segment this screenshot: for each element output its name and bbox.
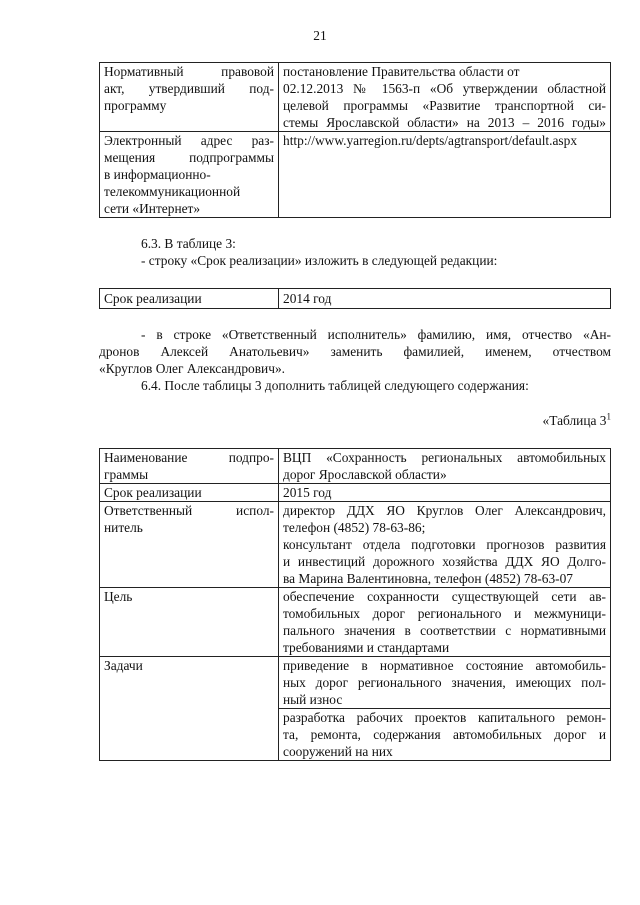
cell-line: целевой программы «Развитие транспортной си- — [283, 98, 606, 113]
cell-line: ВЦП «Сохранность региональных автомобильных — [283, 450, 606, 465]
legal-act-value — [279, 63, 611, 132]
cell-line: программу — [104, 98, 167, 113]
cell-line: ва Марина Валентиновна, телефон (4852) 78-63-07 — [283, 571, 574, 586]
goal-value — [279, 588, 611, 657]
cell-line: нитель — [104, 520, 143, 535]
cell-line: в информационно- — [104, 167, 211, 182]
text-line: 6.3. В таблице 3: — [141, 236, 236, 251]
cell-line: требованиями и стандартами — [283, 640, 450, 655]
cell-line: Электронный адрес раз- — [104, 133, 274, 148]
cell-line: приведение в нормативное состояние автомобиль- — [283, 658, 606, 673]
program-url-link[interactable]: http://www.yarregion.ru/depts/agtransport/default.aspx — [283, 133, 578, 148]
text-line: - в строке «Ответственный исполнитель» фамилию, имя, отчество «Ан- — [141, 327, 611, 342]
cell-line: Ответственный испол- — [104, 503, 274, 518]
cell-line: акт, утвердивший под- — [104, 81, 274, 96]
responsible-value — [279, 502, 611, 588]
cell-line: сооружений на них — [283, 744, 393, 759]
subprogram-name-label — [100, 449, 279, 484]
cell-line: пального значения в соответствии с нормативными — [283, 623, 606, 638]
text-line: - строку «Срок реализации» изложить в следующей редакции: — [141, 253, 498, 268]
cell-line: разработка рабочих проектов капитального ремон- — [283, 710, 606, 725]
term-value: 2015 год — [279, 484, 611, 502]
table-row — [100, 657, 611, 709]
subprogram-passport-table — [99, 448, 611, 761]
cell-line: сети «Интернет» — [104, 201, 201, 216]
text-line: дронов Алексей Анатольевич» заменить фамилией, именем, отчеством — [99, 344, 611, 359]
term-label: Срок реализации — [100, 289, 279, 309]
table-row — [100, 132, 611, 218]
page-number: 21 — [313, 28, 327, 43]
cell-line: директор ДДХ ЯО Круглов Олег Александрович, — [283, 503, 606, 518]
table-row — [100, 289, 611, 309]
cell-line: и инвестиций дорожного хозяйства ДДХ ЯО Долго- — [283, 554, 606, 569]
cell-line: ный износ — [283, 692, 343, 707]
cell-line: ных дорог регионального значения, имеющих пол- — [283, 675, 606, 690]
caption-text: «Таблица 3 — [542, 413, 607, 428]
web-address-value — [279, 132, 611, 218]
tasks-label: Задачи — [100, 657, 279, 761]
table-caption — [543, 412, 611, 429]
cell-line: Нормативный правовой — [104, 64, 274, 79]
cell-line: телефон (4852) 78-63-86; — [283, 520, 426, 535]
cell-line: та, ремонта, содержания автомобильных дорог и — [283, 727, 606, 742]
cell-line: обеспечение сохранности существующей сети ав- — [283, 589, 606, 604]
cell-line: постановление Правительства области от — [283, 64, 520, 79]
table-row — [100, 449, 611, 484]
table-row — [100, 588, 611, 657]
task-1-value — [279, 657, 611, 709]
cell-line: дорог Ярославской области» — [283, 467, 447, 482]
table-row — [100, 63, 611, 132]
term-table — [99, 288, 611, 309]
cell-line: телекоммуникационной — [104, 184, 241, 199]
cell-line: граммы — [104, 467, 149, 482]
cell-line: мещения подпрограммы — [104, 150, 274, 165]
term-value: 2014 год — [279, 289, 611, 309]
program-info-table — [99, 62, 611, 218]
cell-line: Наименование подпро- — [104, 450, 274, 465]
cell-line: томобильных дорог регионального и межмуници- — [283, 606, 606, 621]
goal-label: Цель — [100, 588, 279, 657]
text-line: 6.4. После таблицы 3 дополнить таблицей следующего содержания: — [141, 378, 529, 393]
table-row — [100, 484, 611, 502]
cell-line: стемы Ярославской области» на 2013 – 2016 годы» — [283, 115, 606, 130]
legal-act-label — [100, 63, 279, 132]
cell-line: консультант отдела подготовки прогнозов развития — [283, 537, 606, 552]
term-label: Срок реализации — [100, 484, 279, 502]
caption-superscript: 1 — [606, 411, 611, 422]
task-2-value — [279, 709, 611, 761]
responsible-label — [100, 502, 279, 588]
paragraph-responsible — [99, 326, 611, 394]
subprogram-name-value — [279, 449, 611, 484]
paragraph-6-3 — [99, 235, 611, 269]
text-line: «Круглов Олег Александрович». — [99, 361, 285, 376]
cell-line: 02.12.2013 № 1563-п «Об утверждении областной — [283, 81, 606, 96]
table-row — [100, 502, 611, 588]
web-address-label — [100, 132, 279, 218]
